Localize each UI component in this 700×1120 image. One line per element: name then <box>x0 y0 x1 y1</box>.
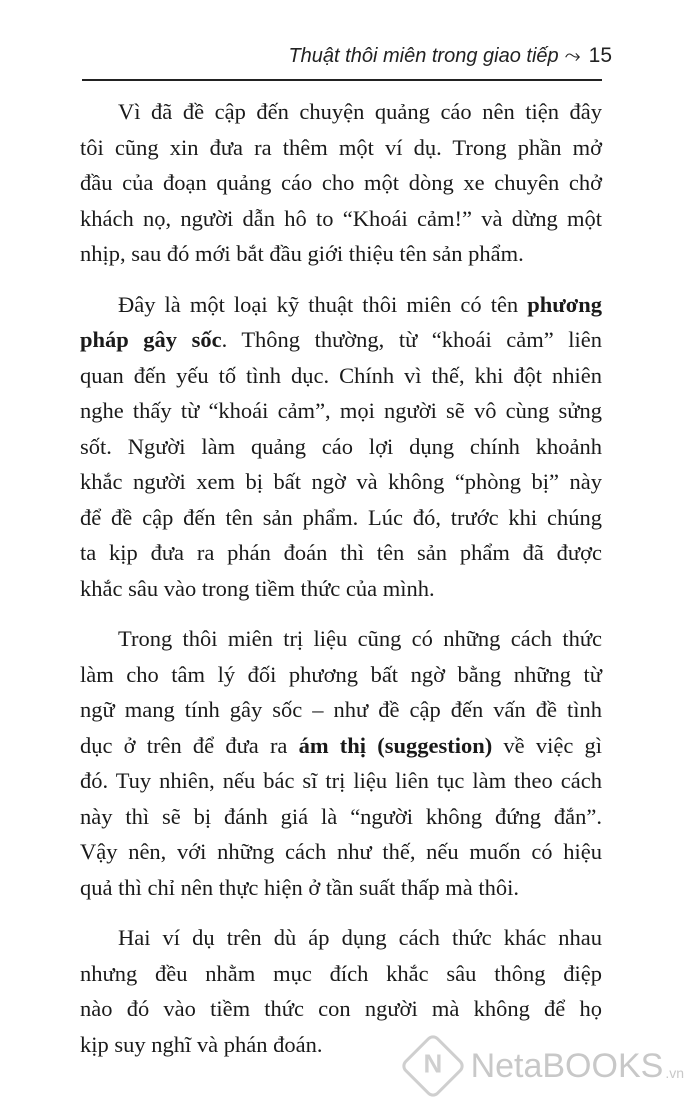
bold-term: pháp gây sốc <box>80 327 222 352</box>
text-line: sốt. Người làm quảng cáo lợi dụng chính khoảnh <box>80 433 602 459</box>
paragraph-1 <box>80 94 602 272</box>
running-header <box>288 44 612 68</box>
text-line: nhịp, sau đó mới bắt đầu giới thiệu tên sản phẩm. <box>80 241 524 266</box>
watermark-logo-icon <box>399 1032 467 1100</box>
bold-term: phương <box>527 291 602 317</box>
bold-term: ám thị (suggestion) <box>298 732 493 758</box>
text-line: đó. Tuy nhiên, nếu bác sĩ trị liệu liên tục làm theo cách <box>80 768 602 793</box>
paragraph-2 <box>80 287 602 607</box>
text-line: tôi cũng xin đưa ra thêm một ví dụ. Trong phần mở <box>80 134 602 160</box>
text-line: Hai ví dụ trên dù áp dụng cách thức khác nhau <box>118 925 602 950</box>
ornament-icon: ⤳ <box>564 44 581 67</box>
text-line: nào đó vào tiềm thức con người mà không để họ <box>80 996 602 1021</box>
text-line: Trong thôi miên trị liệu cũng có những cách thức <box>118 626 602 651</box>
text-line: dục ở trên để đưa ra ám thị (suggestion) về việc gì <box>80 732 602 758</box>
text-line: Đây là một loại kỹ thuật thôi miên có tên phương <box>118 291 602 317</box>
text-line: quan đến yếu tố tình dục. Chính vì thế, khi đột nhiên <box>80 362 602 388</box>
text-line: pháp gây sốc. Thông thường, từ “khoái cảm” liên <box>80 327 602 352</box>
text-line: ngữ mang tính gây sốc – như đề cập đến vấn đề tình <box>80 697 602 722</box>
text-line: Vậy nên, với những cách như thế, nếu muốn có hiệu <box>80 839 602 864</box>
running-title: Thuật thôi miên trong giao tiếp <box>288 44 559 67</box>
text-line: quả thì chỉ nên thực hiện ở tần suất thấp mà thôi. <box>80 874 519 900</box>
text-line: kịp suy nghĩ và phán đoán. <box>80 1031 323 1057</box>
text-line: ta kịp đưa ra phán đoán thì tên sản phẩm đã được <box>80 540 602 565</box>
text-line: khắc người xem bị bất ngờ và không “phòng bị” này <box>80 469 602 494</box>
text-line: Vì đã đề cập đến chuyện quảng cáo nên tiện đây <box>118 99 602 124</box>
page-body <box>80 94 602 1062</box>
watermark <box>409 1042 684 1090</box>
watermark-tld: .vn <box>665 1065 684 1081</box>
text-line: khắc sâu vào trong tiềm thức của mình. <box>80 575 435 601</box>
text-line: làm cho tâm lý đối phương bất ngờ bằng những từ <box>80 661 602 687</box>
text-line: này thì sẽ bị đánh giá là “người không đứng đắn”. <box>80 803 602 829</box>
text-line: khách nọ, người dẫn hô to “Khoái cảm!” và dừng một <box>80 205 602 231</box>
page-number: 15 <box>588 44 612 67</box>
watermark-text: NetaBOOKS <box>470 1046 664 1085</box>
text-line: để đề cập đến tên sản phẩm. Lúc đó, trước khi chúng <box>80 504 602 530</box>
header-rule <box>82 79 602 81</box>
text-line: nghe thấy từ “khoái cảm”, mọi người sẽ vô cùng sửng <box>80 398 602 423</box>
paragraph-4 <box>80 920 602 1062</box>
text-line: đầu của đoạn quảng cáo cho một dòng xe chuyên chở <box>80 170 602 195</box>
text-line: nhưng đều nhằm mục đích khắc sâu thông điệp <box>80 960 602 986</box>
paragraph-3 <box>80 621 602 905</box>
